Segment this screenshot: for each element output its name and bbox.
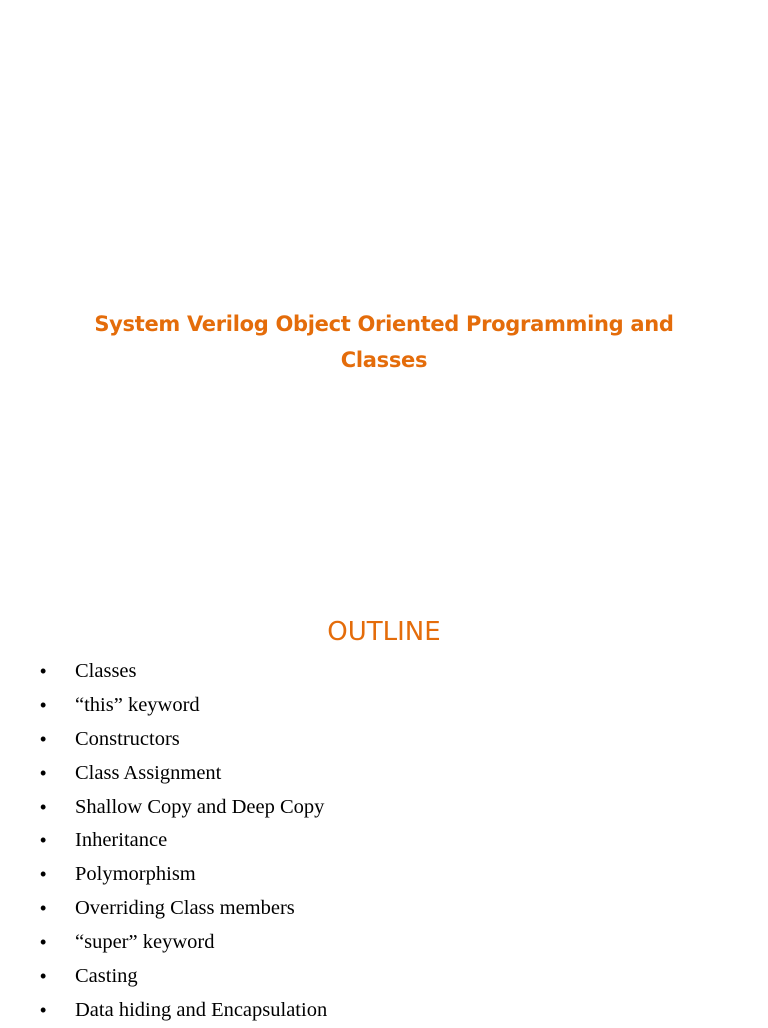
outline-item-polymorphism (40, 858, 327, 892)
bullet-icon: • (40, 999, 47, 1020)
bullet-icon: • (40, 762, 47, 783)
outline-item-label: “super” keyword (75, 931, 215, 954)
outline-item-label: Data hiding and Encapsulation (75, 998, 328, 1021)
outline-item-this-keyword (40, 689, 327, 723)
bullet-icon: • (40, 728, 47, 749)
outline-item-label: Casting (75, 965, 138, 988)
outline-item-label: “this” keyword (75, 693, 200, 716)
outline-item-label: Polymorphism (75, 863, 196, 886)
outline-list (40, 655, 327, 1028)
slide-title-line-1: System Verilog Object Oriented Programming and (94, 312, 674, 336)
outline-item-constructors (40, 723, 327, 757)
slide-title (40, 306, 728, 378)
outline-item-casting (40, 960, 327, 994)
outline-item-data-hiding (40, 994, 327, 1028)
bullet-icon: • (40, 898, 47, 919)
bullet-icon: • (40, 864, 47, 885)
outline-item-class-assignment (40, 757, 327, 791)
slide-title-line-2: Classes (340, 348, 428, 372)
outline-item-classes (40, 655, 327, 689)
outline-item-label: Inheritance (75, 829, 168, 852)
bullet-icon: • (40, 830, 47, 851)
bullet-icon: • (40, 661, 47, 681)
outline-heading: OUTLINE (327, 617, 441, 647)
bullet-icon: • (40, 966, 47, 987)
outline-item-label: Shallow Copy and Deep Copy (75, 795, 325, 818)
outline-item-label: Class Assignment (75, 761, 222, 784)
outline-item-label: Constructors (75, 727, 180, 750)
bullet-icon: • (40, 932, 47, 953)
outline-item-shallow-deep-copy (40, 791, 327, 825)
outline-item-label: Overriding Class members (75, 897, 295, 920)
outline-item-inheritance (40, 824, 327, 858)
outline-item-label: Classes (75, 660, 137, 682)
bullet-icon: • (40, 796, 47, 817)
bullet-icon: • (40, 694, 47, 715)
outline-item-super-keyword (40, 926, 327, 960)
outline-item-overriding-members (40, 892, 327, 926)
